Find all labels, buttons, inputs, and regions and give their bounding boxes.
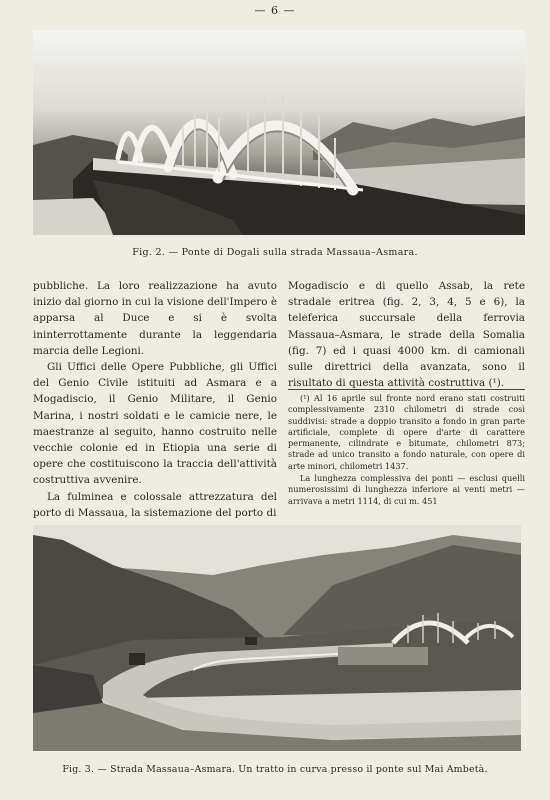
footnotes (288, 393, 525, 507)
paragraph: Mogadiscio e di quello Assab, la rete stradale eritrea (fig. 2, 3, 4, 5 e 6), la teleferica succursale della ferrovia Massaua–Asmara, le strade della Somalia (fig. 7) ed i quasi 4000 km. di camionali sulle direttrici della avanzata, sono il risultato di questa attività costruttiva (¹). (288, 280, 525, 390)
photo-dogali-bridge (33, 30, 525, 235)
figure-2-caption: Fig. 2. — Ponte di Dogali sulla strada Massaua–Asmara. (132, 247, 418, 258)
footnote-separator (288, 389, 525, 390)
paragraph: La fulminea e colossale attrezzatura del porto di Massaua, la sistemazione del porto di (33, 490, 277, 519)
footnote: La lunghezza complessiva dei ponti — esclusi quelli numerosissimi di lunghezza inferiore ai venti metri — arrivava a metri 1114, di cui m. 451 (288, 473, 525, 506)
bridge-illustration (33, 30, 525, 235)
figure-3-caption: Fig. 3. — Strada Massaua–Asmara. Un tratto in curva presso il ponte sul Mai Ambetà. (62, 764, 488, 775)
left-column (33, 278, 277, 521)
page-number: — 6 — (254, 4, 296, 17)
paragraph: pubbliche. La loro realizzazione ha avuto inizio dal giorno in cui la visione dell'Impero è apparsa al Duce e si è svolta ininterrottamente durante la leggendaria marcia delle Legioni. (33, 280, 277, 357)
right-column (288, 278, 525, 391)
road-illustration (33, 525, 521, 751)
paragraph: Gli Uffici delle Opere Pubbliche, gli Uffici del Genio Civile istituiti ad Asmara e a Mogadiscio, il Genio Militare, il Genio Marina, i nostri soldati e le camicie nere, le maestranze al seguito, hanno costruito nelle vecchie colonie ed in Etiopia una serie di opere che costituiscono la traccia dell'attività costruttiva avvenire. (33, 361, 277, 487)
photo-mountain-road (33, 525, 521, 751)
footnote: (¹) Al 16 aprile sul fronte nord erano stati costruiti complessivamente 2310 chilometri di strade così suddivisi: strade a doppio transito a fondo in gran parte artificiale, complete di opere d'arte di carattere permanente, cilindrate e bitumate, chilometri 873; strade ad unico transito a fondo naturale, con opere di arte minori, chilometri 1437. (288, 393, 525, 471)
